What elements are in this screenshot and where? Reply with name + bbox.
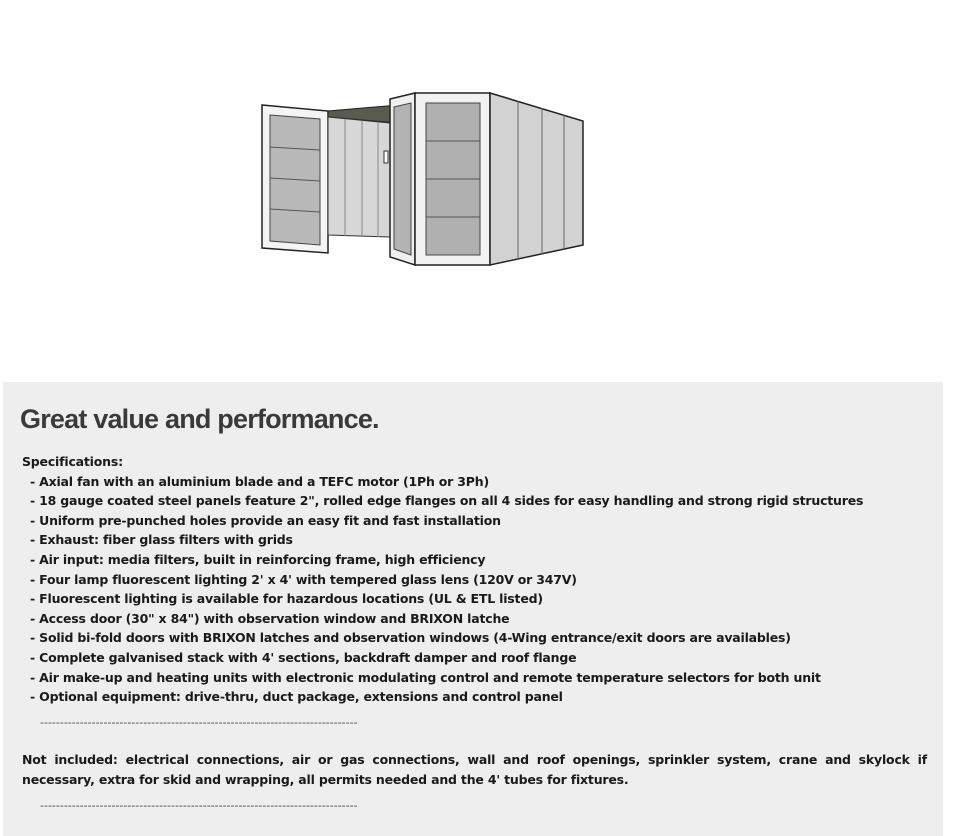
- booth-side-wall: [490, 93, 583, 265]
- spec-item: - Fluorescent lighting is available for hazardous locations (UL & ETL listed): [30, 591, 543, 607]
- spec-item: - Complete galvanised stack with 4' sections, backdraft damper and roof flange: [30, 649, 577, 665]
- spec-item: - Solid bi-fold doors with BRIXON latches and observation windows (4-Wing entrance/exit doors are availables): [30, 630, 791, 646]
- spec-item: - 18 gauge coated steel panels feature 2", rolled edge flanges on all 4 sides for easy handling and strong rigid structures: [30, 493, 864, 509]
- divider-line: --------------------------------------------------------------------------------: [40, 715, 358, 729]
- spray-booth-illustration: [250, 85, 600, 275]
- spec-list: [22, 472, 927, 707]
- spec-item: - Air make-up and heating units with electronic modulating control and remote temperature selectors for both unit: [30, 669, 821, 685]
- spec-heading: Specifications:: [22, 454, 123, 469]
- booth-interior-wall: [328, 117, 390, 237]
- content-panel: [3, 382, 943, 836]
- spec-item: - Four lamp fluorescent lighting 2' x 4' with tempered glass lens (120V or 347V): [30, 571, 577, 587]
- spec-item: - Access door (30" x 84") with observation window and BRIXON latche: [30, 610, 510, 626]
- spec-item: - Optional equipment: drive-thru, duct package, extensions and control panel: [30, 689, 563, 705]
- page-title: Great value and performance.: [20, 404, 379, 434]
- spec-item: - Uniform pre-punched holes provide an easy fit and fast installation: [30, 512, 501, 528]
- specifications: [22, 452, 927, 833]
- spec-item: - Air input: media filters, built in reinforcing frame, high efficiency: [30, 551, 486, 567]
- not-included-note: Not included: electrical connections, air or gas connections, wall and roof openings, sprinkler system, crane and skylock if necessary, extra for skid and wrapping, all permits needed and the 4' tubes for fixtures.: [22, 752, 927, 787]
- divider-line: --------------------------------------------------------------------------------: [40, 798, 358, 812]
- spec-item: - Axial fan with an aluminium blade and a TEFC motor (1Ph or 3Ph): [30, 473, 489, 489]
- spec-item: - Exhaust: fiber glass filters with grids: [30, 532, 293, 548]
